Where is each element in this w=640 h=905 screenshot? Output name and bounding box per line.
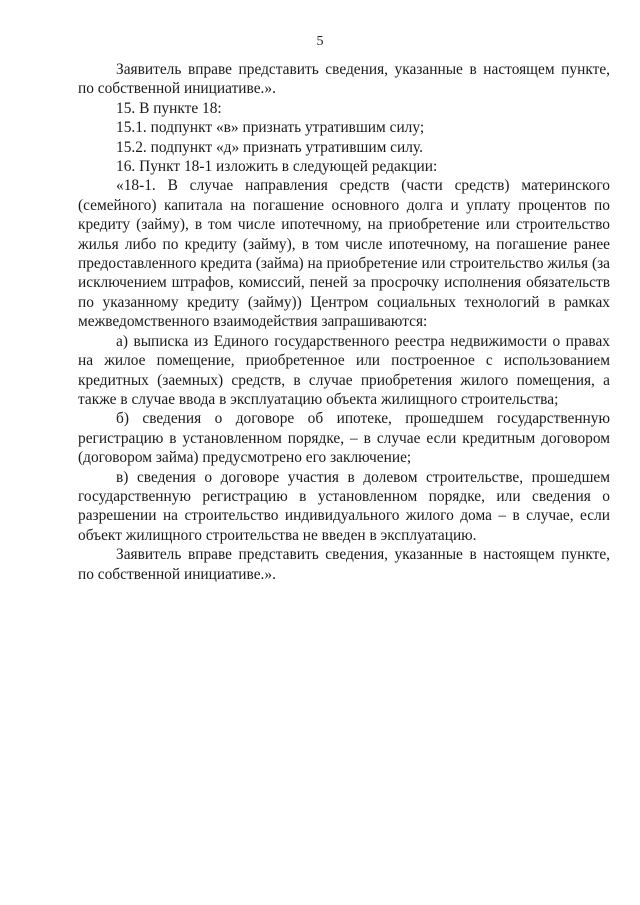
paragraph-item-15-2: 15.2. подпункт «д» признать утратившим силу.: [116, 138, 423, 156]
paragraph-item-15: 15. В пункте 18:: [116, 99, 222, 117]
paragraph-item-16: 16. Пункт 18-1 изложить в следующей редакции:: [116, 158, 438, 176]
paragraph-subitem-b: б) сведения о договоре об ипотеке, прошедшем государственную регистрацию в установленном порядке, – в случае если кредитным договором (договором займа) предусмотрено его заключение;: [78, 410, 610, 467]
page-number: 5: [316, 34, 324, 49]
paragraph-item-15-1: 15.1. подпункт «в» признать утратившим силу;: [116, 119, 425, 137]
paragraph-closing-previous: Заявитель вправе представить сведения, указанные в настоящем пункте, по собственной инициативе.».: [78, 61, 610, 98]
paragraph-subitem-v: в) сведения о договоре участия в долевом строительстве, прошедшем государственную регистрацию в установленном порядке, или сведения о разрешении на строительство индивидуального жилого дома – в случае, если объект жилищного строительства не введен в эксплуатацию.: [78, 468, 610, 544]
document-body: [78, 60, 610, 584]
paragraph-closing: Заявитель вправе представить сведения, указанные в настоящем пункте, по собственной инициативе.».: [78, 546, 610, 583]
paragraph-subitem-a: а) выписка из Единого государственного реестра недвижимости о правах на жилое помещение, приобретенное или построенное с использованием кредитных (заемных) средств, в случае приобретения жилого помещения, а также в случае ввода в эксплуатацию объекта жилищного строительства;: [78, 332, 610, 408]
paragraph-item-18-1: «18-1. В случае направления средств (части средств) материнского (семейного) капитала на погашение основного долга и уплату процентов по кредиту (займу), в том числе ипотечному, на приобретение или строительство жилья либо по кредиту (займу), в том числе ипотечному, на погашение ранее предоставленного кредита (займа) на приобретение или строительство жилья (за исключением штрафов, комиссий, пеней за просрочку исполнения обязательств по указанному кредиту (займу)) Центром социальных технологий в рамках межведомственного взаимодействия запрашиваются:: [78, 177, 610, 331]
